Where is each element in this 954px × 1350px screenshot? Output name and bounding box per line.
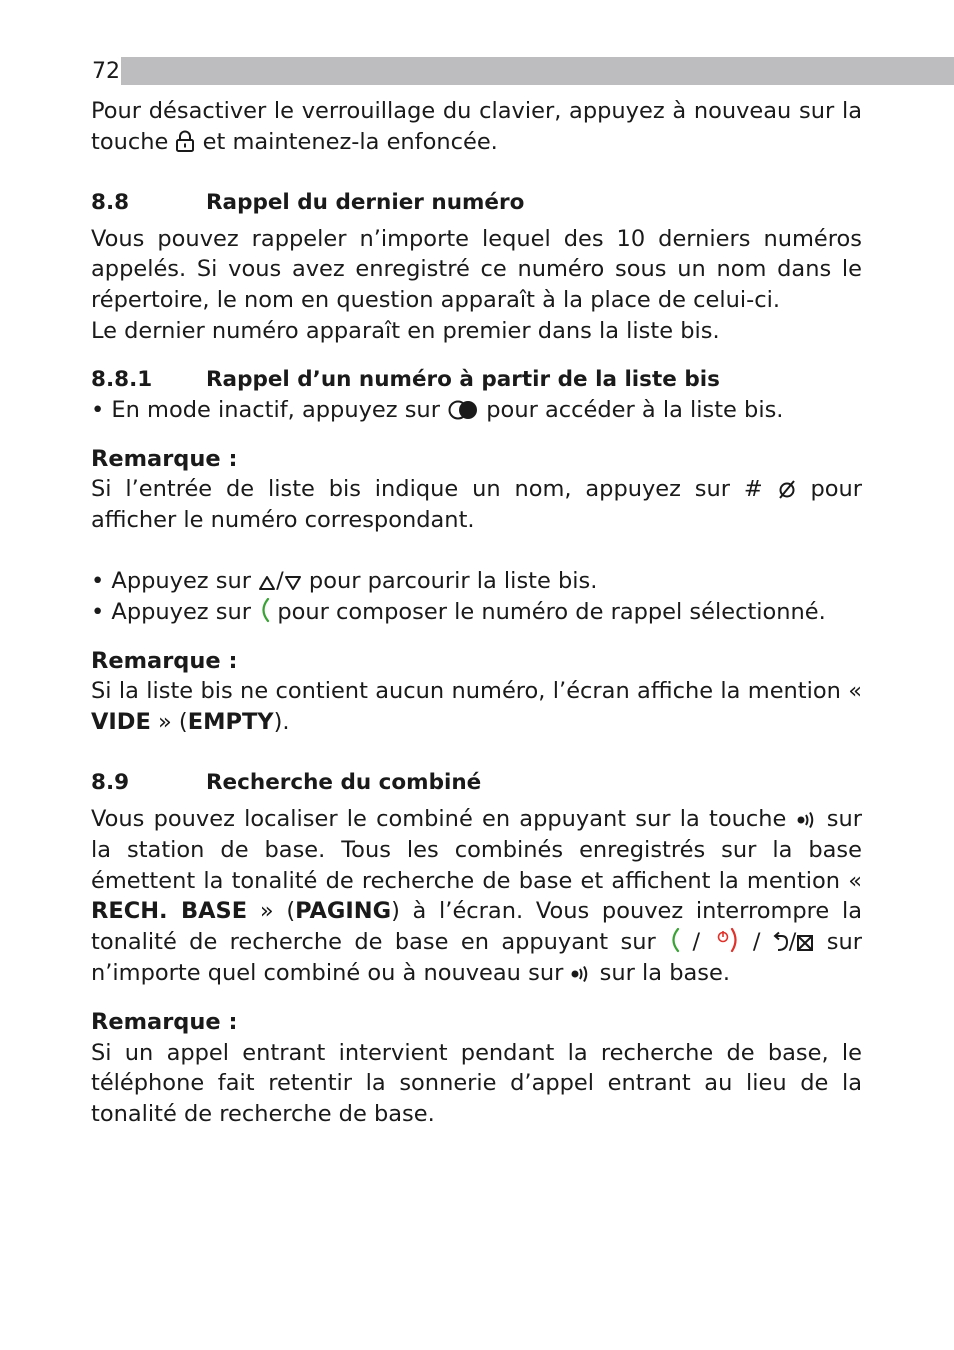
bullet-dial	[91, 597, 862, 628]
note-label: Remarque :	[91, 647, 238, 674]
separator: /	[788, 929, 797, 956]
para-text: ) à l’écran. Vous pouvez interrompre la tonalité de recherche de base en appuyant sur	[91, 898, 863, 956]
section-title: Recherche du combiné	[206, 769, 482, 795]
up-arrow-icon	[258, 574, 276, 592]
section-title: Rappel d’un numéro à partir de la liste bis	[206, 366, 720, 392]
note-text-part: Si l’entrée de liste bis indique un nom, appuyez sur #	[91, 476, 763, 503]
page-number: 72	[92, 59, 120, 84]
para-text: Vous pouvez localiser le combiné en appuyant sur la touche	[91, 805, 787, 832]
note-text-part: ).	[273, 709, 290, 736]
display-text-empty: EMPTY	[187, 709, 274, 736]
para-text: sur la station de base. Tous les combinés enregistrés sur la base émettent la tonalité de recherche de base et affichent la mention «	[91, 805, 862, 894]
call-icon	[668, 927, 680, 953]
note-text-part: » (	[158, 709, 188, 736]
bullet-text: pour accéder à la liste bis.	[486, 396, 784, 423]
display-text-vide: VIDE	[91, 709, 151, 736]
lock-icon	[175, 130, 195, 153]
page-icon	[796, 810, 818, 830]
bullet-text: pour composer le numéro de rappel sélectionné.	[277, 598, 826, 625]
bullet-text: • En mode inactif, appuyez sur	[91, 396, 440, 423]
section-number: 8.9	[91, 769, 130, 795]
display-text-rech-base: RECH. BASE	[91, 898, 248, 925]
separator: /	[692, 929, 701, 956]
note-text: Si un appel entrant intervient pendant la recherche de base, le téléphone fait retentir la sonnerie d’appel entrant au lieu de la tonalité de recherche de base.	[91, 1039, 862, 1128]
bullet-text: • Appuyez sur	[91, 598, 251, 625]
intro-text-1: Pour désactiver le verrouillage du clavier, appuyez à nouveau sur la touche	[91, 98, 862, 155]
call-icon	[258, 597, 270, 623]
intro-paragraph	[91, 96, 862, 158]
section-8-8-paragraph-2: Le dernier numéro apparaît en premier dans la liste bis.	[91, 317, 720, 344]
para-text: sur la base.	[599, 959, 731, 986]
bullet-text: • Appuyez sur	[91, 567, 251, 594]
bullet-text: pour parcourir la liste bis.	[308, 567, 598, 594]
header-bar	[92, 57, 954, 85]
section-8-8-1-heading	[91, 365, 862, 395]
note-text-part: pour afficher le numéro correspondant.	[91, 476, 863, 534]
back-icon	[773, 931, 789, 953]
note-text	[91, 474, 862, 536]
note-label: Remarque :	[91, 445, 238, 472]
section-8-8-paragraph: Vous pouvez rappeler n’importe lequel des 10 derniers numéros appelés. Si vous avez enregistré ce numéro sous un nom dans le répertoire, le nom en question apparaît à la place de celui-ci.	[91, 225, 862, 314]
delete-icon	[796, 933, 814, 953]
display-text-paging: PAGING	[295, 898, 392, 925]
note-label: Remarque :	[91, 1008, 238, 1035]
page-icon	[570, 964, 592, 984]
section-number: 8.8.1	[91, 366, 153, 392]
down-arrow-icon	[284, 574, 302, 592]
page-content	[91, 96, 862, 1130]
redial-icon	[447, 399, 479, 421]
phonebook-empty-icon	[777, 478, 797, 500]
section-8-8-heading	[91, 188, 862, 218]
note-text	[91, 676, 862, 738]
intro-text-2: et maintenez-la enfoncée.	[202, 128, 498, 155]
para-text: » (	[259, 898, 296, 925]
separator: /	[752, 929, 761, 956]
section-title: Rappel du dernier numéro	[206, 189, 525, 215]
end-call-icon	[712, 927, 740, 953]
bullet-redial-list	[91, 395, 862, 426]
bullet-scroll	[91, 566, 862, 597]
separator: /	[276, 567, 284, 594]
para-text: sur n’importe quel combiné ou à nouveau sur	[91, 929, 862, 986]
section-number: 8.8	[91, 189, 130, 215]
section-8-9-paragraph	[91, 804, 862, 989]
note-text-part: Si la liste bis ne contient aucun numéro, l’écran affiche la mention «	[91, 678, 862, 705]
section-8-9-heading	[91, 768, 862, 798]
